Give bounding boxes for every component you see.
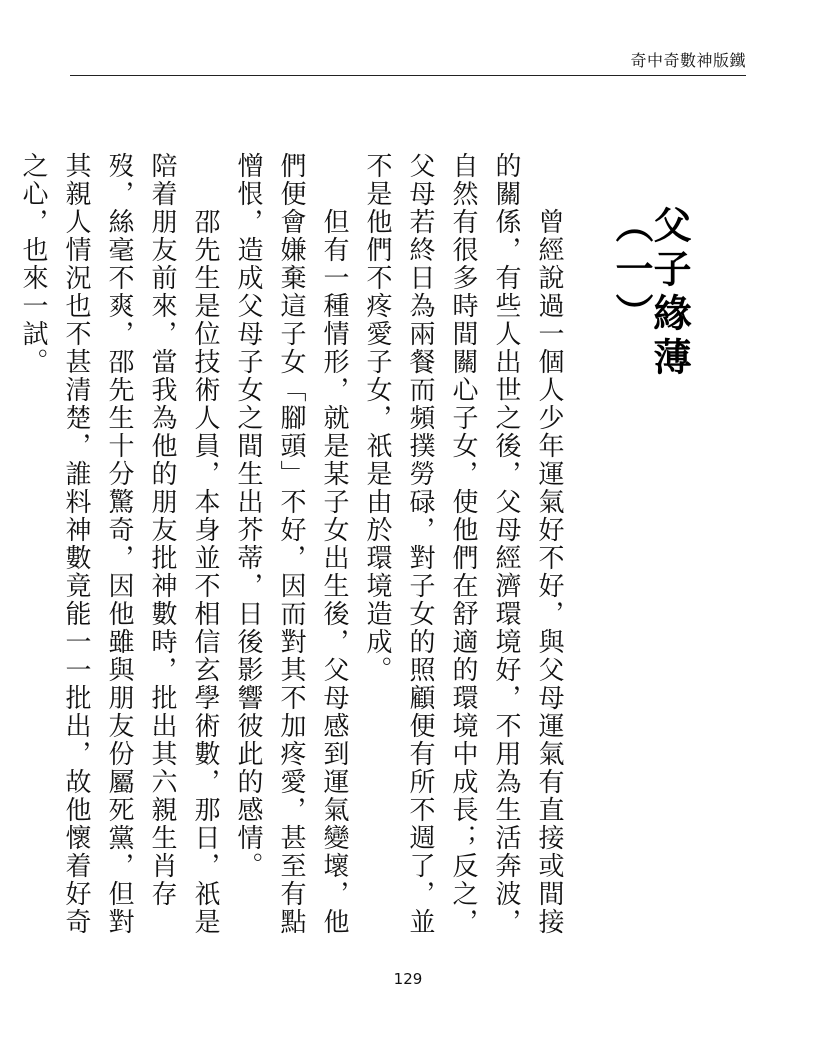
chapter-title: 父子緣薄（一） — [609, 205, 691, 381]
body-text — [18, 152, 570, 962]
paragraph: 曾經說過一個人少年運氣好不好，與父母運氣有直接或間接的關係，有些人出世之後，父母經濟環境好，不用為生活奔波，自然有很多時間關心子女，使他們在舒適的環境中成長；反之，父母若終日為兩餐而頻撲勞碌，對子女的照顧便有所不週了，並不是他們不疼愛子女，祇是由於環境造成。 — [362, 152, 564, 936]
paragraph: 但有一種情形，就是某子女出生後，父母感到運氣變壞，他們便會嫌棄這子女「腳頭」不好，因而對其不加疼愛，甚至有點憎恨，造成父母子女之間生出芥蒂，日後影響彼此的感情。 — [233, 152, 349, 936]
page-number: 129 — [393, 970, 423, 988]
page-header — [0, 0, 816, 80]
book-title: 奇中奇數神版鐵 — [630, 51, 746, 70]
header-rule — [70, 75, 746, 76]
paragraph: 邵先生是位技術人員，本身並不相信玄學術數，那日，祇是陪着朋友前來，當我為他的朋友批神數時，批出其六親生肖存歿，絲毫不爽，邵先生十分驚奇，因他雖與朋友份屬死黨，但對其親人情況也不甚清楚，誰料神數竟能一一批出，故他懷着好奇之心，也來一試。 — [18, 152, 220, 936]
